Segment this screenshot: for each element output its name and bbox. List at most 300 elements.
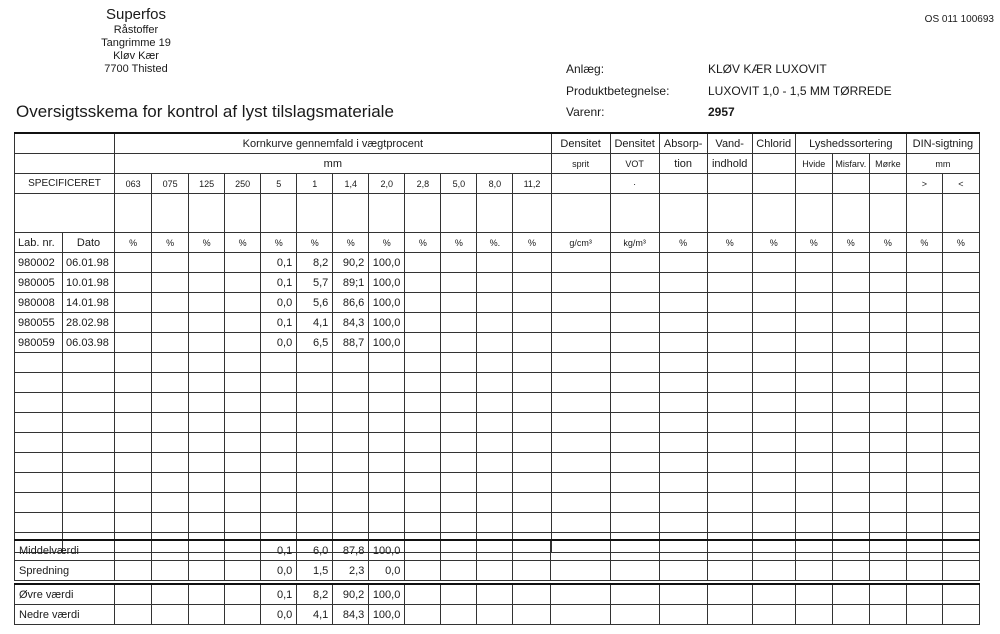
limits-table	[14, 583, 980, 625]
unit-cell: %	[333, 233, 369, 253]
date-cell	[63, 453, 115, 473]
empty-cell	[707, 513, 752, 533]
date-cell: 14.01.98	[63, 293, 115, 313]
sieve-1-4-value: 84,3	[333, 313, 369, 333]
empty-cell	[832, 313, 869, 333]
empty-cell	[115, 373, 152, 393]
sieve-1-value: 6,5	[297, 333, 333, 353]
empty-cell	[869, 413, 906, 433]
empty-cell	[610, 605, 659, 625]
date-cell: 28.02.98	[63, 313, 115, 333]
header-row-2	[15, 154, 980, 174]
empty-cell	[795, 561, 832, 581]
empty-cell	[225, 584, 261, 605]
absorption-header-2: tion	[659, 154, 707, 174]
empty-cell	[152, 433, 189, 453]
sieve-1-4-value: 88,7	[333, 333, 369, 353]
empty-cell	[610, 413, 659, 433]
empty-cell	[659, 513, 707, 533]
empty-cell	[333, 373, 369, 393]
company-line: Kløv Kær	[113, 50, 159, 62]
empty-cell	[795, 413, 832, 433]
empty-cell	[551, 433, 610, 453]
company-line: Tangrimme 19	[101, 37, 171, 49]
empty-cell	[707, 433, 752, 453]
empty-cell	[405, 540, 441, 561]
unit-cell: %	[225, 233, 261, 253]
empty-cell	[513, 373, 551, 393]
unit-cell: %	[832, 233, 869, 253]
sieve-2-0-value: 100,0	[369, 253, 405, 273]
empty-cell	[707, 540, 752, 561]
lab-nr-cell: 980005	[15, 273, 63, 293]
empty-cell	[906, 253, 942, 273]
empty-cell	[405, 413, 441, 433]
empty-cell	[477, 513, 513, 533]
din-greater-header: >	[906, 174, 942, 194]
lab-nr-cell	[15, 373, 63, 393]
empty-cell	[610, 293, 659, 313]
empty-cell	[189, 493, 225, 513]
empty-cell	[707, 333, 752, 353]
empty-cell	[707, 313, 752, 333]
sieve-1-4-header: 1,4	[333, 174, 369, 194]
empty-cell	[369, 413, 405, 433]
empty-cell	[707, 373, 752, 393]
date-cell	[63, 473, 115, 493]
sieve-5-value: 0,1	[261, 273, 297, 293]
empty-cell	[942, 333, 979, 353]
date-cell	[63, 393, 115, 413]
document-reference: OS 011 100693	[924, 14, 994, 25]
info-label-varenr: Varenr:	[566, 105, 605, 119]
empty-cell	[942, 373, 979, 393]
empty-cell	[795, 540, 832, 561]
company-name: Superfos	[105, 6, 167, 23]
lyshed-misfarv-header: Misfarv.	[832, 154, 869, 174]
empty-cell	[832, 605, 869, 625]
empty-cell	[189, 313, 225, 333]
empty-cell	[906, 333, 942, 353]
empty-cell	[906, 393, 942, 413]
empty-cell	[189, 513, 225, 533]
empty-cell	[115, 313, 152, 333]
empty-cell	[225, 605, 261, 625]
table-row	[15, 513, 980, 533]
sieve-1-value: 8,2	[297, 584, 333, 605]
empty-cell	[441, 413, 477, 433]
empty-cell	[115, 194, 152, 233]
empty-cell	[513, 473, 551, 493]
sieve-11-2-header: 11,2	[513, 174, 551, 194]
empty-cell	[115, 273, 152, 293]
empty-cell	[15, 194, 115, 233]
empty-cell	[225, 293, 261, 313]
empty-cell	[225, 413, 261, 433]
sieve-1-4-value: 2,3	[333, 561, 369, 581]
empty-cell	[942, 413, 979, 433]
sieve-5-value: 0,0	[261, 605, 297, 625]
table-row	[15, 605, 980, 625]
empty-cell	[189, 373, 225, 393]
empty-cell	[189, 194, 225, 233]
empty-cell	[551, 453, 610, 473]
empty-cell	[659, 493, 707, 513]
empty-cell	[942, 253, 979, 273]
empty-cell	[513, 353, 551, 373]
sieve-2-0-value: 100,0	[369, 313, 405, 333]
empty-cell	[906, 413, 942, 433]
empty-cell	[942, 493, 979, 513]
empty-cell	[551, 253, 610, 273]
empty-cell	[405, 561, 441, 581]
empty-cell	[513, 540, 551, 561]
empty-cell	[333, 433, 369, 453]
empty-cell	[707, 253, 752, 273]
sieve-1-value: 1,5	[297, 561, 333, 581]
empty-cell	[906, 513, 942, 533]
empty-cell	[707, 453, 752, 473]
empty-cell	[152, 453, 189, 473]
empty-cell	[115, 393, 152, 413]
empty-cell	[869, 253, 906, 273]
empty-cell	[869, 584, 906, 605]
empty-cell	[369, 513, 405, 533]
unit-cell: %	[795, 233, 832, 253]
empty-cell	[659, 561, 707, 581]
info-value-produkt: LUXOVIT 1,0 - 1,5 MM TØRREDE	[708, 84, 892, 98]
empty-cell	[707, 561, 752, 581]
empty-cell	[189, 453, 225, 473]
empty-cell	[261, 413, 297, 433]
empty-cell	[513, 561, 551, 581]
empty-cell	[405, 333, 441, 353]
empty-cell	[659, 353, 707, 373]
empty-cell	[906, 493, 942, 513]
empty-cell	[225, 493, 261, 513]
empty-cell	[297, 453, 333, 473]
empty-cell	[477, 253, 513, 273]
lab-nr-cell	[15, 493, 63, 513]
empty-cell	[477, 605, 513, 625]
unit-cell: %	[189, 233, 225, 253]
header-blank	[15, 133, 115, 154]
empty-cell	[942, 584, 979, 605]
empty-cell	[832, 194, 869, 233]
unit-cell: %	[906, 233, 942, 253]
empty-cell	[832, 273, 869, 293]
date-cell	[63, 433, 115, 453]
sieve-2-0-value: 100,0	[369, 540, 405, 561]
empty-cell	[610, 513, 659, 533]
empty-cell	[832, 473, 869, 493]
header-row-1	[15, 133, 980, 154]
empty-cell	[189, 561, 225, 581]
unit-cell: %.	[477, 233, 513, 253]
empty-cell	[942, 433, 979, 453]
empty-cell	[659, 540, 707, 561]
table-row	[15, 540, 980, 561]
empty-cell	[477, 413, 513, 433]
company-block	[86, 6, 186, 76]
empty-cell	[441, 194, 477, 233]
sieve-5-value: 0,1	[261, 313, 297, 333]
empty-cell	[659, 393, 707, 413]
empty-cell	[869, 373, 906, 393]
empty-cell	[752, 561, 795, 581]
empty-cell	[869, 333, 906, 353]
empty-cell	[441, 513, 477, 533]
empty-cell	[551, 313, 610, 333]
din-less-header: <	[942, 174, 979, 194]
empty-cell	[659, 473, 707, 493]
empty-cell	[659, 413, 707, 433]
empty-cell	[942, 194, 979, 233]
empty-cell	[906, 540, 942, 561]
empty-cell	[441, 473, 477, 493]
empty-cell	[869, 513, 906, 533]
empty-cell	[115, 561, 152, 581]
empty-cell	[189, 353, 225, 373]
empty-cell	[152, 493, 189, 513]
lab-nr-cell: 980055	[15, 313, 63, 333]
empty-cell	[795, 313, 832, 333]
empty-cell	[869, 194, 906, 233]
empty-cell	[513, 413, 551, 433]
empty-cell	[477, 373, 513, 393]
unit-cell: %	[115, 233, 152, 253]
empty-cell	[261, 513, 297, 533]
lab-nr-cell: 980059	[15, 333, 63, 353]
empty-cell	[115, 413, 152, 433]
empty-cell	[225, 540, 261, 561]
empty-cell	[225, 373, 261, 393]
page-title: Oversigtsskema for kontrol af lyst tilslagsmateriale	[16, 102, 394, 121]
sprit-header: sprit	[551, 154, 610, 174]
empty-cell	[405, 194, 441, 233]
empty-cell	[405, 353, 441, 373]
lab-nr-cell: 980002	[15, 253, 63, 273]
empty-cell	[795, 605, 832, 625]
vand-header: Vand-	[707, 133, 752, 154]
empty-cell	[832, 584, 869, 605]
empty-cell	[297, 513, 333, 533]
date-cell	[63, 513, 115, 533]
empty-cell	[795, 513, 832, 533]
units-row	[15, 233, 980, 253]
din-mm-header: mm	[906, 154, 979, 174]
din-header: DIN-sigtning	[906, 133, 979, 154]
empty-cell	[333, 453, 369, 473]
empty-cell	[752, 273, 795, 293]
empty-cell	[659, 273, 707, 293]
date-cell: 06.03.98	[63, 333, 115, 353]
empty-cell	[832, 413, 869, 433]
empty-cell	[832, 493, 869, 513]
empty-cell	[152, 373, 189, 393]
empty-cell	[869, 174, 906, 194]
empty-cell	[869, 393, 906, 413]
empty-cell	[707, 194, 752, 233]
empty-cell	[261, 194, 297, 233]
unit-cell: %	[659, 233, 707, 253]
date-cell	[63, 353, 115, 373]
empty-cell	[551, 473, 610, 493]
empty-cell	[906, 313, 942, 333]
empty-cell	[115, 293, 152, 313]
table-row	[15, 333, 980, 353]
empty-cell	[441, 253, 477, 273]
empty-cell	[795, 293, 832, 313]
sieve-1-4-value: 84,3	[333, 605, 369, 625]
empty-cell	[795, 194, 832, 233]
empty-cell	[513, 194, 551, 233]
empty-cell	[906, 473, 942, 493]
empty-cell	[906, 433, 942, 453]
empty-cell	[297, 373, 333, 393]
sieve-125-header: 125	[189, 174, 225, 194]
empty-cell	[405, 433, 441, 453]
empty-cell	[477, 433, 513, 453]
empty-cell	[942, 293, 979, 313]
row-label: Middelværdi	[15, 540, 115, 561]
empty-cell	[441, 313, 477, 333]
empty-cell	[225, 433, 261, 453]
empty-cell	[189, 333, 225, 353]
empty-cell	[189, 540, 225, 561]
sieve-1-4-value: 90,2	[333, 253, 369, 273]
empty-cell	[551, 373, 610, 393]
header-row-3	[15, 174, 980, 194]
sieve-1-value: 5,6	[297, 293, 333, 313]
empty-cell	[752, 605, 795, 625]
empty-cell	[405, 473, 441, 493]
empty-cell	[551, 194, 610, 233]
empty-cell	[369, 393, 405, 413]
empty-cell	[551, 353, 610, 373]
empty-cell	[752, 373, 795, 393]
empty-cell	[369, 493, 405, 513]
empty-cell	[752, 493, 795, 513]
empty-cell	[795, 333, 832, 353]
empty-cell	[513, 433, 551, 453]
empty-cell	[869, 561, 906, 581]
empty-cell	[795, 493, 832, 513]
empty-cell	[477, 584, 513, 605]
empty-cell	[189, 433, 225, 453]
empty-cell	[707, 413, 752, 433]
table-row	[15, 393, 980, 413]
empty-cell	[333, 393, 369, 413]
date-cell	[63, 493, 115, 513]
empty-cell	[551, 333, 610, 353]
empty-cell	[333, 194, 369, 233]
chlorid-header: Chlorid	[752, 133, 795, 154]
empty-cell	[477, 273, 513, 293]
empty-cell	[189, 473, 225, 493]
empty-cell	[152, 194, 189, 233]
empty-cell	[752, 584, 795, 605]
empty-cell	[659, 584, 707, 605]
empty-cell	[189, 273, 225, 293]
empty-cell	[869, 473, 906, 493]
empty-cell	[369, 373, 405, 393]
table-row	[15, 273, 980, 293]
empty-cell	[551, 513, 610, 533]
empty-cell	[189, 584, 225, 605]
empty-cell	[659, 605, 707, 625]
empty-cell	[405, 513, 441, 533]
empty-cell	[659, 433, 707, 453]
sieve-2-0-header: 2,0	[369, 174, 405, 194]
empty-cell	[405, 584, 441, 605]
empty-cell	[297, 393, 333, 413]
empty-cell	[610, 313, 659, 333]
empty-cell	[610, 253, 659, 273]
empty-cell	[225, 513, 261, 533]
empty-cell	[795, 273, 832, 293]
unit-cell: %	[513, 233, 551, 253]
empty-cell	[869, 293, 906, 313]
empty-cell	[551, 561, 610, 581]
empty-cell	[752, 433, 795, 453]
empty-cell	[832, 293, 869, 313]
empty-cell	[752, 293, 795, 313]
empty-cell	[189, 253, 225, 273]
empty-cell	[513, 293, 551, 313]
empty-cell	[477, 313, 513, 333]
empty-cell	[261, 473, 297, 493]
lab-nr-cell	[15, 513, 63, 533]
empty-cell	[405, 605, 441, 625]
empty-cell	[261, 373, 297, 393]
empty-cell	[610, 353, 659, 373]
lab-nr-cell	[15, 473, 63, 493]
empty-cell	[906, 561, 942, 581]
sieve-5-header: 5	[261, 174, 297, 194]
empty-cell	[752, 333, 795, 353]
unit-cell: %	[405, 233, 441, 253]
sieve-1-value: 6,0	[297, 540, 333, 561]
empty-cell	[832, 561, 869, 581]
empty-cell	[369, 433, 405, 453]
empty-cell	[152, 353, 189, 373]
vot-mark: ·	[610, 174, 659, 194]
sieve-2-0-value: 0,0	[369, 561, 405, 581]
unit-cell: g/cm³	[551, 233, 610, 253]
unit-cell: %	[441, 233, 477, 253]
sieve-2-0-value: 100,0	[369, 293, 405, 313]
row-label: Øvre værdi	[15, 584, 115, 605]
empty-cell	[405, 273, 441, 293]
empty-cell	[610, 393, 659, 413]
empty-cell	[659, 313, 707, 333]
empty-cell	[707, 584, 752, 605]
sieve-5-0-header: 5,0	[441, 174, 477, 194]
empty-cell	[261, 453, 297, 473]
empty-cell	[707, 473, 752, 493]
empty-cell	[477, 353, 513, 373]
empty-cell	[869, 313, 906, 333]
empty-cell	[405, 373, 441, 393]
empty-cell	[225, 561, 261, 581]
date-cell	[63, 373, 115, 393]
empty-cell	[659, 174, 707, 194]
empty-cell	[610, 194, 659, 233]
empty-cell	[225, 473, 261, 493]
empty-cell	[261, 393, 297, 413]
sieve-5-value: 0,1	[261, 584, 297, 605]
